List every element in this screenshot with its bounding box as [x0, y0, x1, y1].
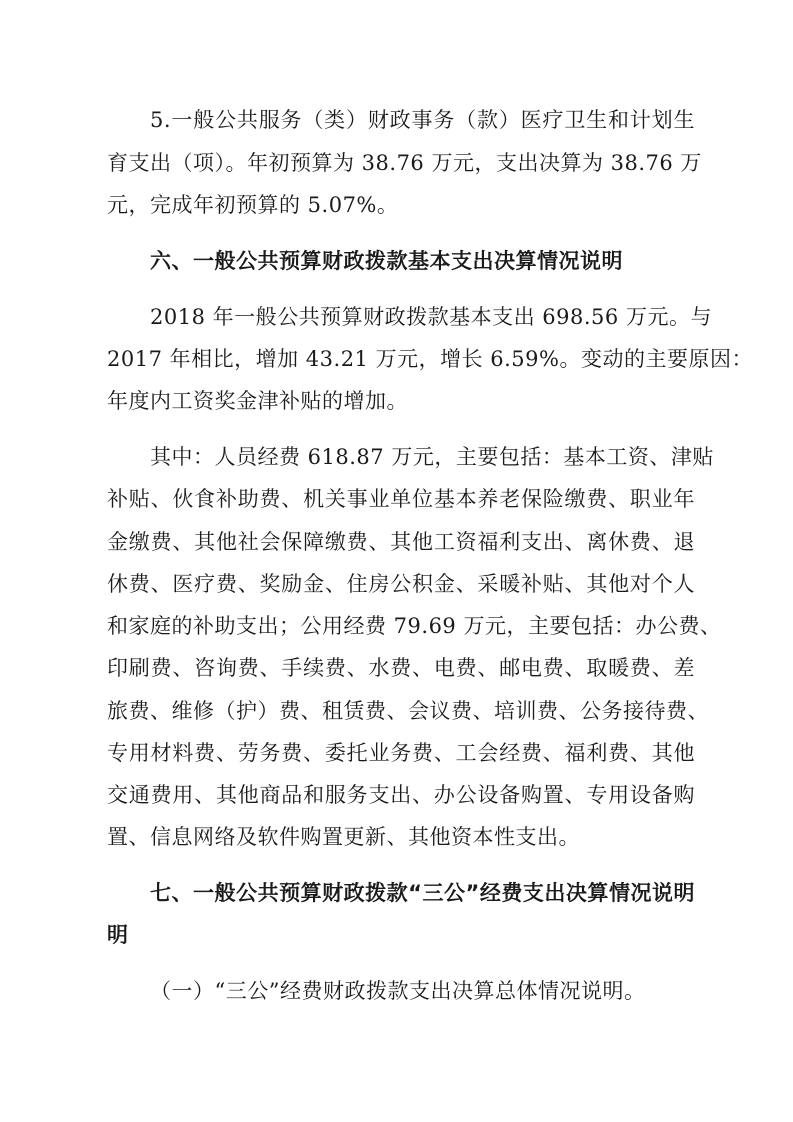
paragraph-line: 印刷费、咨询费、手续费、水费、电费、邮电费、取暖费、差 — [107, 656, 695, 680]
section-heading-6: 六、一般公共预算财政拨款基本支出决算情况说明 — [150, 249, 623, 273]
paragraph-line: 金缴费、其他社会保障缴费、其他工资福利支出、离休费、退 — [107, 530, 695, 554]
paragraph-line: 元，完成年初预算的 5.07%。 — [107, 193, 399, 217]
paragraph-line: 2018 年一般公共预算财政拨款基本支出 698.56 万元。与 — [150, 305, 712, 329]
paragraph-line: 其中：人员经费 618.87 万元，主要包括：基本工资、津贴 — [150, 445, 714, 469]
paragraph-line: 和家庭的补助支出；公用经费 79.69 万元，主要包括：办公费、 — [107, 614, 722, 638]
section-heading-7-continued: 明 — [107, 923, 129, 947]
paragraph-line: 补贴、伙食补助费、机关事业单位基本养老保险缴费、职业年 — [107, 487, 695, 511]
paragraph-line: 置、信息网络及软件购置更新、其他资本性支出。 — [107, 825, 580, 849]
paragraph-line: 专用材料费、劳务费、委托业务费、工会经费、福利费、其他 — [107, 741, 695, 765]
paragraph-line: 休费、医疗费、奖励金、住房公积金、采暖补贴、其他对个人 — [107, 572, 695, 596]
paragraph-line: 育支出（项）。年初预算为 38.76 万元，支出决算为 38.76 万 — [107, 151, 702, 175]
paragraph-line: 2017 年相比，增加 43.21 万元，增长 6.59%。变动的主要原因： — [107, 347, 753, 371]
subsection-heading: （一）“三公”经费财政拨款支出决算总体情况说明。 — [150, 979, 646, 1003]
paragraph-line: 5.一般公共服务（类）财政事务（款）医疗卫生和计划生 — [150, 108, 695, 132]
paragraph-line: 交通费用、其他商品和服务支出、办公设备购置、专用设备购 — [107, 783, 695, 807]
paragraph-line: 年度内工资奖金津补贴的增加。 — [107, 389, 408, 413]
section-heading-7: 七、一般公共预算财政拨款“三公”经费支出决算情况说明 — [150, 881, 695, 905]
paragraph-line: 旅费、维修（护）费、租赁费、会议费、培训费、公务接待费、 — [107, 699, 709, 723]
